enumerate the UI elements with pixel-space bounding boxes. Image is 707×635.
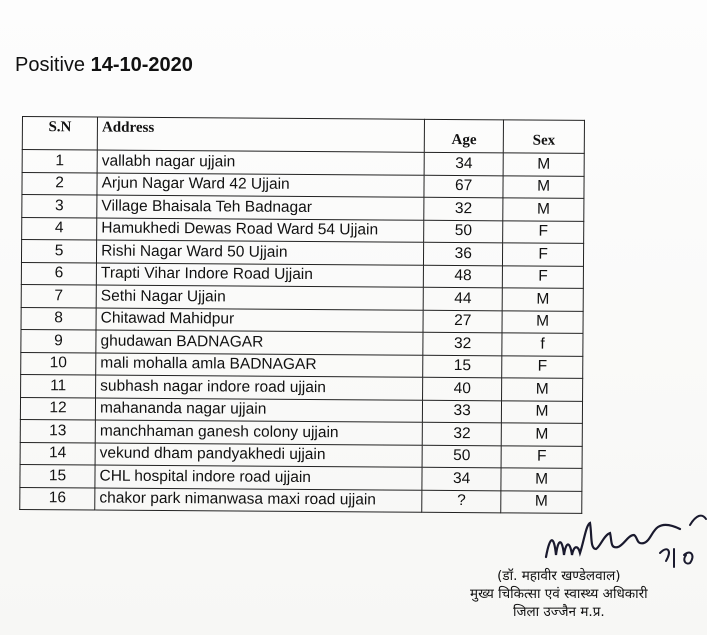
cell-address: Hamukhedi Dewas Road Ward 54 Ujjain xyxy=(97,218,424,243)
cell-sn: 8 xyxy=(21,307,96,330)
cell-address: vekund dham pandyakhedi ujjain xyxy=(95,443,422,468)
table-row xyxy=(20,487,582,513)
cell-age: 15 xyxy=(423,355,502,378)
cell-address: ghudawan BADNAGAR xyxy=(96,330,423,355)
col-header-address: Address xyxy=(97,117,424,152)
cell-sn: 12 xyxy=(20,397,95,420)
cell-sex: F xyxy=(501,445,582,468)
cell-sn: 15 xyxy=(20,464,95,487)
cell-age: 50 xyxy=(422,445,501,468)
signatory-district: जिला उज्जैन म.प्र. xyxy=(512,604,605,620)
cell-sex: M xyxy=(502,400,583,423)
cell-sn: 5 xyxy=(21,240,96,263)
cell-sn: 9 xyxy=(21,329,96,352)
title-label: Positive xyxy=(15,54,86,76)
cell-sn: 6 xyxy=(21,262,96,285)
table-header-row xyxy=(22,117,584,154)
cell-sex: M xyxy=(502,288,583,311)
cell-sex: F xyxy=(503,243,584,266)
cell-sex: M xyxy=(503,198,584,221)
page-title xyxy=(15,54,193,77)
cell-age: 33 xyxy=(423,400,502,423)
cell-sex: M xyxy=(501,490,582,513)
signature-block xyxy=(470,567,648,621)
cell-sex: F xyxy=(502,265,583,288)
cell-sn: 14 xyxy=(20,442,95,465)
cell-sex: M xyxy=(502,378,583,401)
cell-sex: M xyxy=(501,423,582,446)
cell-sn: 7 xyxy=(21,284,96,307)
cell-age: 44 xyxy=(423,287,502,310)
cell-sex: F xyxy=(503,220,584,243)
cell-sex: M xyxy=(503,153,584,176)
col-header-sn: S.N xyxy=(22,117,97,151)
cell-address: CHL hospital indore road ujjain xyxy=(95,465,422,490)
cell-sn: 13 xyxy=(20,419,95,442)
col-header-age: Age xyxy=(424,119,503,153)
cell-sex: M xyxy=(502,310,583,333)
cell-address: Village Bhaisala Teh Badnagar xyxy=(97,195,424,220)
cell-address: Trapti Vihar Indore Road Ujjain xyxy=(96,263,423,288)
cell-address: Rishi Nagar Ward 50 Ujjain xyxy=(97,240,424,265)
cell-age: 50 xyxy=(424,220,503,243)
cell-age: 32 xyxy=(422,422,501,445)
handwritten-signature xyxy=(540,505,707,575)
cell-age: 32 xyxy=(424,197,503,220)
cell-sn: 11 xyxy=(21,374,96,397)
cell-age: 32 xyxy=(423,332,502,355)
cell-age: 34 xyxy=(422,467,501,490)
cell-age: 36 xyxy=(424,242,503,265)
cell-age: 40 xyxy=(423,377,502,400)
cell-address: vallabh nagar ujjain xyxy=(97,150,424,175)
cell-address: mali mohalla amla BADNAGAR xyxy=(96,353,423,378)
col-header-sex: Sex xyxy=(503,120,584,154)
cell-sex: M xyxy=(501,468,582,491)
cell-address: Sethi Nagar Ujjain xyxy=(96,285,423,310)
cell-sn: 16 xyxy=(20,487,95,510)
cell-age: 67 xyxy=(424,175,503,198)
cell-address: Arjun Nagar Ward 42 Ujjain xyxy=(97,173,424,198)
cell-address: chakor park nimanwasa maxi road ujjain xyxy=(95,488,422,513)
positive-cases-table xyxy=(19,116,585,514)
cell-sex: M xyxy=(503,175,584,198)
cell-sn: 1 xyxy=(22,150,97,173)
cell-sn: 3 xyxy=(22,195,97,218)
cell-age: 48 xyxy=(424,265,503,288)
cell-sn: 10 xyxy=(21,352,96,375)
cell-sn: 4 xyxy=(22,217,97,240)
cell-sn: 2 xyxy=(22,172,97,195)
cell-sex: F xyxy=(502,355,583,378)
cell-address: manchhaman ganesh colony ujjain xyxy=(95,420,422,445)
signatory-designation: मुख्य चिकित्सा एवं स्वास्थ्य अधिकारी xyxy=(470,586,648,602)
table-body xyxy=(20,150,584,514)
cell-address: Chitawad Mahidpur xyxy=(96,308,423,333)
cell-sex: f xyxy=(502,333,583,356)
cell-address: subhash nagar indore road ujjain xyxy=(96,375,423,400)
cell-age: 27 xyxy=(423,310,502,333)
cell-age: 34 xyxy=(424,152,503,175)
signatory-name: (डॉ. महावीर खण्डेलवाल) xyxy=(497,568,621,584)
title-date: 14-10-2020 xyxy=(90,54,193,76)
cell-address: mahananda nagar ujjain xyxy=(95,398,422,423)
cell-age: ? xyxy=(422,490,501,513)
